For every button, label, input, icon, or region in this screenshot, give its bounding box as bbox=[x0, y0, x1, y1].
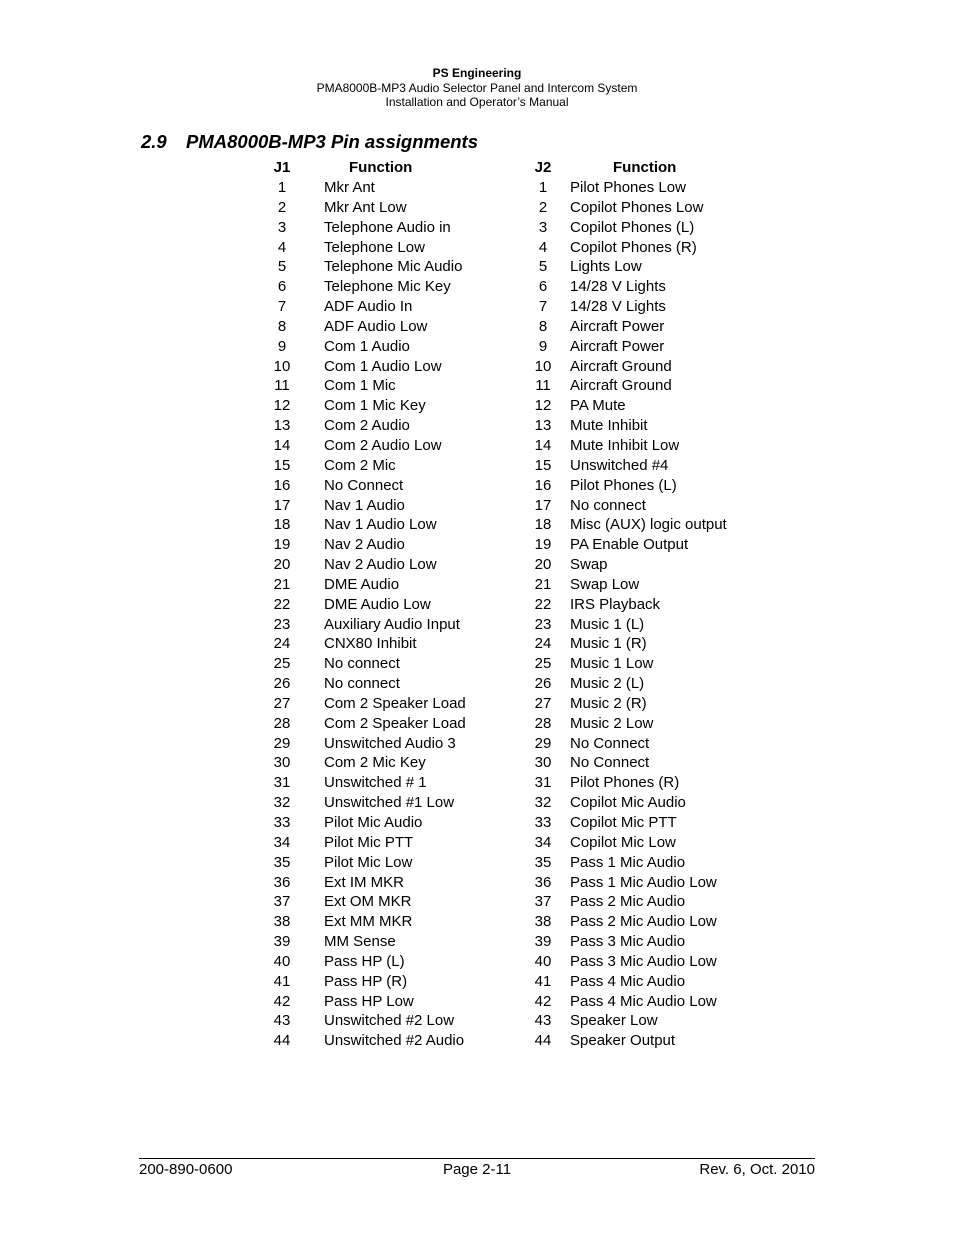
j1-pin: 2 bbox=[277, 198, 287, 216]
j1-pin: 28 bbox=[273, 714, 291, 732]
j2-function: Music 2 (R) bbox=[570, 694, 647, 712]
product-name: PMA8000B-MP3 Audio Selector Panel and Intercom System bbox=[316, 80, 638, 95]
j1-function: Com 1 Mic bbox=[324, 377, 396, 395]
j2-pin: 14 bbox=[534, 436, 552, 454]
j1-pin: 24 bbox=[273, 635, 291, 653]
table-row bbox=[262, 595, 795, 615]
j2-function: Pilot Phones Low bbox=[570, 179, 686, 196]
j1-pin: 29 bbox=[273, 734, 291, 752]
table-row bbox=[262, 178, 795, 198]
j2-pin: 32 bbox=[534, 794, 552, 812]
j2-function: Swap Low bbox=[570, 575, 640, 593]
j1-pin: 9 bbox=[277, 337, 287, 355]
table-row bbox=[262, 357, 795, 377]
table-row bbox=[262, 912, 795, 932]
j2-pin: 24 bbox=[534, 635, 552, 653]
j1-function: Com 2 Speaker Load bbox=[324, 694, 466, 712]
j2-function: Speaker Low bbox=[570, 1012, 658, 1030]
header-function-2: Function bbox=[613, 158, 677, 176]
j2-pin: 10 bbox=[534, 357, 552, 375]
table-row bbox=[262, 833, 795, 853]
j1-function: No connect bbox=[324, 655, 400, 673]
j2-pin: 31 bbox=[534, 774, 552, 792]
j2-function: Pass 1 Mic Audio Low bbox=[570, 873, 717, 891]
table-row bbox=[262, 1031, 795, 1051]
header-function-1: Function bbox=[349, 158, 413, 176]
j1-function: Unswitched #1 Low bbox=[324, 794, 455, 812]
j1-pin: 41 bbox=[273, 972, 291, 990]
j2-pin: 39 bbox=[534, 933, 552, 951]
j1-function: Unswitched Audio 3 bbox=[324, 734, 456, 752]
j2-pin: 8 bbox=[538, 317, 548, 335]
table-row bbox=[262, 992, 795, 1012]
table-header-row bbox=[262, 157, 795, 178]
j1-function: Com 1 Mic Key bbox=[324, 397, 426, 415]
j1-pin: 8 bbox=[277, 317, 287, 335]
j2-function: Misc (AUX) logic output bbox=[570, 516, 727, 534]
j2-function: Pilot Phones (R) bbox=[570, 774, 680, 792]
j1-function: ADF Audio Low bbox=[324, 317, 428, 335]
j2-pin: 7 bbox=[538, 298, 548, 316]
table-row bbox=[262, 515, 795, 535]
j1-pin: 30 bbox=[273, 754, 291, 772]
j1-pin: 34 bbox=[273, 833, 291, 851]
j1-function: ADF Audio In bbox=[324, 298, 413, 316]
page-number: Page 2-11 bbox=[442, 1161, 512, 1178]
table-row bbox=[262, 416, 795, 436]
j2-pin: 33 bbox=[534, 814, 552, 831]
j2-pin: 34 bbox=[534, 833, 552, 851]
j2-function: Aircraft Power bbox=[570, 337, 665, 355]
j2-function: 14/28 V Lights bbox=[570, 298, 666, 316]
table-row bbox=[262, 873, 795, 893]
j1-pin: 20 bbox=[273, 556, 291, 574]
j2-function: Copilot Phones Low bbox=[570, 198, 704, 216]
j1-function: Pilot Mic Low bbox=[324, 853, 413, 871]
j2-pin: 36 bbox=[534, 873, 552, 891]
j2-pin: 43 bbox=[534, 1012, 552, 1030]
table-row bbox=[262, 734, 795, 754]
j1-function: Com 2 Mic bbox=[324, 456, 396, 474]
j2-pin: 13 bbox=[534, 417, 552, 435]
header-j1: J1 bbox=[273, 158, 291, 176]
j2-function: Music 1 (R) bbox=[570, 635, 647, 653]
j1-pin: 14 bbox=[273, 436, 291, 454]
j1-function: Pass HP Low bbox=[324, 992, 414, 1010]
j2-pin: 28 bbox=[534, 714, 552, 732]
j2-pin: 22 bbox=[534, 595, 552, 613]
table-row bbox=[262, 376, 795, 396]
j1-function: Telephone Audio in bbox=[324, 218, 451, 236]
j2-function: PA Mute bbox=[570, 397, 626, 415]
j1-pin: 11 bbox=[274, 377, 290, 395]
j1-pin: 26 bbox=[273, 675, 291, 693]
j1-pin: 21 bbox=[273, 575, 291, 593]
j2-function: Unswitched #4 bbox=[570, 456, 669, 474]
j1-function: Com 2 Speaker Load bbox=[324, 714, 466, 732]
j2-pin: 4 bbox=[538, 238, 548, 256]
j2-function: Music 2 (L) bbox=[570, 675, 645, 693]
j2-function: Pilot Phones (L) bbox=[570, 476, 677, 494]
table-row bbox=[262, 694, 795, 714]
j2-pin: 11 bbox=[535, 377, 551, 395]
j1-pin: 33 bbox=[273, 814, 291, 831]
j1-function: Com 2 Mic Key bbox=[324, 754, 426, 772]
j1-pin: 17 bbox=[273, 496, 291, 514]
j1-function: Auxiliary Audio Input bbox=[324, 615, 460, 633]
j2-function: PA Enable Output bbox=[570, 536, 689, 554]
j2-function: Music 1 (L) bbox=[570, 615, 645, 633]
j2-pin: 15 bbox=[534, 456, 552, 474]
j1-pin: 22 bbox=[273, 595, 291, 613]
j2-pin: 37 bbox=[534, 893, 552, 911]
j1-function: Telephone Mic Key bbox=[324, 278, 451, 296]
j1-pin: 32 bbox=[273, 794, 291, 812]
j1-pin: 38 bbox=[273, 913, 291, 931]
j2-function: Pass 3 Mic Audio bbox=[570, 933, 686, 951]
j1-function: Com 2 Audio Low bbox=[324, 436, 442, 454]
j1-function: Telephone Mic Audio bbox=[324, 258, 463, 276]
j2-pin: 5 bbox=[538, 258, 548, 276]
table-row bbox=[262, 793, 795, 813]
table-row bbox=[262, 575, 795, 595]
table-body bbox=[262, 178, 795, 1051]
j1-function: Pass HP (L) bbox=[324, 952, 405, 970]
j2-function: Pass 2 Mic Audio bbox=[570, 893, 686, 911]
j2-pin: 19 bbox=[534, 536, 552, 554]
table-row bbox=[262, 337, 795, 357]
j2-pin: 26 bbox=[534, 675, 552, 693]
table-row bbox=[262, 535, 795, 555]
j1-pin: 35 bbox=[273, 853, 291, 871]
j1-function: DME Audio Low bbox=[324, 595, 431, 613]
j2-pin: 9 bbox=[538, 337, 548, 355]
table-row bbox=[262, 615, 795, 635]
j2-pin: 29 bbox=[534, 734, 552, 752]
j2-pin: 27 bbox=[534, 694, 552, 712]
j1-pin: 19 bbox=[273, 536, 291, 554]
table-row bbox=[262, 853, 795, 873]
j1-pin: 44 bbox=[273, 1032, 291, 1050]
j1-pin: 39 bbox=[273, 933, 291, 951]
j1-function: Com 1 Audio bbox=[324, 337, 410, 355]
j1-pin: 12 bbox=[273, 397, 291, 415]
j1-function: Com 2 Audio bbox=[324, 417, 410, 435]
j1-pin: 40 bbox=[273, 952, 291, 970]
j1-pin: 43 bbox=[273, 1012, 291, 1030]
table-row bbox=[262, 257, 795, 277]
table-row bbox=[262, 892, 795, 912]
table-row bbox=[262, 932, 795, 952]
page-header bbox=[0, 66, 954, 110]
j2-function: Speaker Output bbox=[570, 1032, 676, 1050]
j2-function: No Connect bbox=[570, 734, 650, 752]
j2-function: Lights Low bbox=[570, 258, 642, 276]
section-number: 2.9 bbox=[141, 131, 167, 152]
table-row bbox=[262, 456, 795, 476]
j1-pin: 37 bbox=[273, 893, 291, 911]
table-row bbox=[262, 674, 795, 694]
j2-function: Copilot Mic Audio bbox=[570, 794, 686, 812]
j1-pin: 16 bbox=[273, 476, 291, 494]
table-row bbox=[262, 277, 795, 297]
table-row bbox=[262, 813, 795, 833]
j1-pin: 1 bbox=[277, 179, 287, 196]
j2-function: Pass 3 Mic Audio Low bbox=[570, 952, 717, 970]
j1-pin: 42 bbox=[273, 992, 291, 1010]
j2-pin: 30 bbox=[534, 754, 552, 772]
j1-function: Unswitched #2 Low bbox=[324, 1012, 455, 1030]
j1-function: Pilot Mic Audio bbox=[324, 814, 423, 831]
j1-pin: 13 bbox=[273, 417, 291, 435]
table-row bbox=[262, 714, 795, 734]
j2-function: No connect bbox=[570, 496, 646, 514]
j1-function: Nav 2 Audio bbox=[324, 536, 405, 554]
j1-function: No connect bbox=[324, 675, 400, 693]
manual-name: Installation and Operator’s Manual bbox=[385, 95, 569, 109]
j2-pin: 12 bbox=[534, 397, 552, 415]
j1-function: Com 1 Audio Low bbox=[324, 357, 442, 375]
document-number: 200-890-0600 bbox=[139, 1161, 233, 1178]
j2-pin: 3 bbox=[538, 218, 548, 236]
j2-function: Aircraft Power bbox=[570, 317, 665, 335]
table-row bbox=[262, 396, 795, 416]
j1-function: CNX80 Inhibit bbox=[324, 635, 417, 653]
j2-pin: 44 bbox=[534, 1032, 552, 1050]
table-row bbox=[262, 555, 795, 575]
j2-pin: 18 bbox=[534, 516, 552, 534]
j2-pin: 2 bbox=[538, 198, 548, 216]
j2-function: Mute Inhibit Low bbox=[570, 436, 680, 454]
j2-pin: 21 bbox=[534, 575, 552, 593]
footer-divider bbox=[139, 1158, 815, 1159]
j1-function: Ext OM MKR bbox=[324, 893, 412, 911]
section-heading: PMA8000B-MP3 Pin assignments bbox=[186, 131, 478, 152]
j2-function: Aircraft Ground bbox=[570, 357, 672, 375]
table-row bbox=[262, 297, 795, 317]
j1-function: Unswitched # 1 bbox=[324, 774, 427, 792]
j1-pin: 5 bbox=[277, 258, 287, 276]
header-j2: J2 bbox=[534, 158, 552, 176]
j1-pin: 36 bbox=[273, 873, 291, 891]
j1-function: DME Audio bbox=[324, 575, 400, 593]
j1-pin: 4 bbox=[277, 238, 287, 256]
section-title bbox=[141, 131, 478, 153]
j1-function: Pilot Mic PTT bbox=[324, 833, 414, 851]
j2-pin: 23 bbox=[534, 615, 552, 633]
j2-function: Pass 1 Mic Audio bbox=[570, 853, 686, 871]
j1-pin: 18 bbox=[273, 516, 291, 534]
j2-function: Music 1 Low bbox=[570, 655, 654, 673]
table-row bbox=[262, 198, 795, 218]
j2-function: Pass 2 Mic Audio Low bbox=[570, 913, 717, 931]
j2-pin: 20 bbox=[534, 556, 552, 574]
j2-pin: 25 bbox=[534, 655, 552, 673]
j1-function: Nav 2 Audio Low bbox=[324, 556, 437, 574]
j2-pin: 41 bbox=[534, 972, 552, 990]
j1-function: Nav 1 Audio bbox=[324, 496, 405, 514]
j2-function: IRS Playback bbox=[570, 595, 661, 613]
j2-function: Copilot Phones (R) bbox=[570, 238, 697, 256]
j1-pin: 27 bbox=[273, 694, 291, 712]
j1-pin: 23 bbox=[273, 615, 291, 633]
j1-function: Mkr Ant bbox=[324, 179, 375, 196]
j2-function: 14/28 V Lights bbox=[570, 278, 666, 296]
j2-function: Aircraft Ground bbox=[570, 377, 672, 395]
table-row bbox=[262, 496, 795, 516]
j1-function: Ext MM MKR bbox=[324, 913, 413, 931]
j1-function: Telephone Low bbox=[324, 238, 425, 256]
j1-function: Nav 1 Audio Low bbox=[324, 516, 437, 534]
j2-pin: 17 bbox=[534, 496, 552, 514]
j2-function: Copilot Phones (L) bbox=[570, 218, 695, 236]
j1-function: Mkr Ant Low bbox=[324, 198, 407, 216]
j2-function: Swap bbox=[570, 556, 608, 574]
j2-pin: 16 bbox=[534, 476, 552, 494]
j1-pin: 31 bbox=[273, 774, 291, 792]
table-row bbox=[262, 634, 795, 654]
table-row bbox=[262, 218, 795, 238]
table-row bbox=[262, 238, 795, 258]
pin-assignment-table bbox=[262, 157, 795, 1051]
j1-pin: 15 bbox=[273, 456, 291, 474]
j1-function: Unswitched #2 Audio bbox=[324, 1032, 465, 1050]
j2-function: Pass 4 Mic Audio bbox=[570, 972, 686, 990]
table-row bbox=[262, 972, 795, 992]
j2-pin: 35 bbox=[534, 853, 552, 871]
j2-pin: 42 bbox=[534, 992, 552, 1010]
table-row bbox=[262, 753, 795, 773]
j1-function: Pass HP (R) bbox=[324, 972, 408, 990]
j2-pin: 6 bbox=[538, 278, 548, 296]
j2-pin: 1 bbox=[538, 179, 548, 196]
table-row bbox=[262, 952, 795, 972]
company-name: PS Engineering bbox=[432, 66, 522, 80]
j1-pin: 3 bbox=[277, 218, 287, 236]
j1-pin: 25 bbox=[273, 655, 291, 673]
j2-pin: 38 bbox=[534, 913, 552, 931]
j2-pin: 40 bbox=[534, 952, 552, 970]
j2-function: No Connect bbox=[570, 754, 650, 772]
j1-function: Ext IM MKR bbox=[324, 873, 405, 891]
table-row bbox=[262, 317, 795, 337]
j1-pin: 10 bbox=[273, 357, 291, 375]
table-row bbox=[262, 773, 795, 793]
table-row bbox=[262, 1011, 795, 1031]
j2-function: Music 2 Low bbox=[570, 714, 654, 732]
j1-pin: 7 bbox=[277, 298, 287, 316]
j2-function: Pass 4 Mic Audio Low bbox=[570, 992, 717, 1010]
j2-function: Copilot Mic Low bbox=[570, 833, 676, 851]
j2-function: Copilot Mic PTT bbox=[570, 814, 677, 831]
j1-pin: 6 bbox=[277, 278, 287, 296]
table-row bbox=[262, 476, 795, 496]
table-row bbox=[262, 654, 795, 674]
table-row bbox=[262, 436, 795, 456]
j2-function: Mute Inhibit bbox=[570, 417, 648, 435]
j1-function: MM Sense bbox=[324, 933, 396, 951]
j1-function: No Connect bbox=[324, 476, 404, 494]
revision-label: Rev. 6, Oct. 2010 bbox=[699, 1161, 815, 1178]
